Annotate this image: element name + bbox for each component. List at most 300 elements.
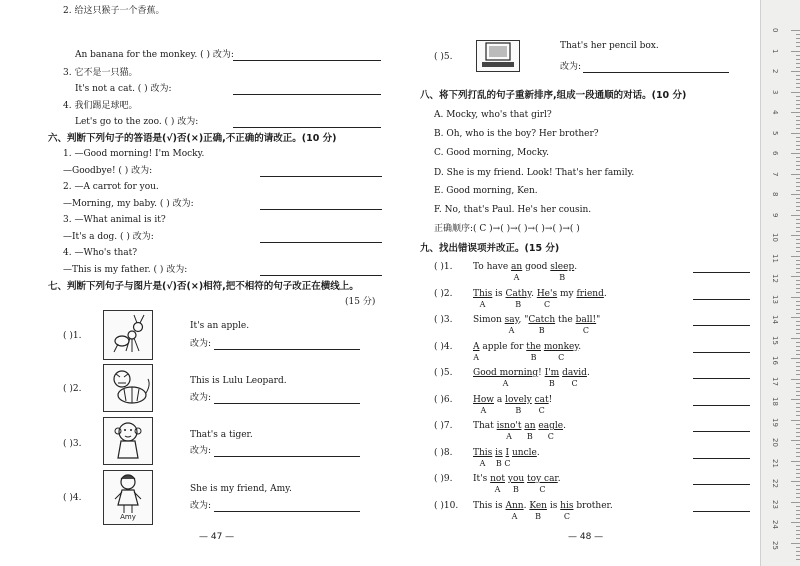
ruler-tick (796, 100, 800, 101)
s9-letter-label: A (473, 352, 480, 362)
ruler-tick (796, 497, 800, 498)
s9-sentence (473, 368, 590, 379)
s7-sentence: It's an apple. (190, 321, 250, 331)
s6-line: —Goodbye! ( ) 改为: (63, 166, 153, 176)
s9-option-A[interactable]: an (511, 262, 523, 272)
ruler-tick (796, 198, 800, 199)
ruler-tick (791, 297, 800, 298)
s9-text: " (596, 315, 601, 325)
s9-option-B[interactable]: you (507, 474, 525, 484)
ruler-tick (791, 399, 800, 400)
answer-line[interactable] (214, 511, 360, 512)
s9-text: That (473, 421, 497, 431)
s9-option-A[interactable]: not (490, 474, 505, 484)
ruler-tick (791, 174, 800, 175)
ruler-tick (796, 206, 800, 207)
s9-letter-label: A (511, 511, 518, 521)
answer-line[interactable] (260, 176, 382, 177)
s9-letter-label: C (543, 299, 551, 309)
ruler-tick (796, 469, 800, 470)
s9-text: . (536, 447, 540, 458)
ruler-tick (796, 182, 800, 183)
ruler-tick (796, 67, 800, 68)
ruler-tick (796, 362, 800, 363)
s9-option-C[interactable]: He's (536, 288, 558, 299)
s9-option-C[interactable]: his (560, 500, 574, 511)
s9-text: . (574, 262, 578, 272)
s9-text: is (546, 500, 561, 511)
ruler-tick (796, 157, 800, 158)
ruler-tick (796, 407, 800, 408)
ruler-tick (796, 547, 800, 548)
ruler-tick (796, 288, 800, 289)
q5-sentence: That's her pencil box. (560, 41, 659, 51)
s9-letter-label: C (547, 432, 554, 441)
s9-text: ! (548, 394, 553, 405)
ruler-tick (796, 485, 800, 486)
s9-letter-label: B (515, 299, 522, 309)
ruler-tick (791, 440, 800, 441)
s9-option-B[interactable]: I'm (544, 368, 560, 378)
ruler-tick (796, 321, 800, 322)
ruler-tick (796, 79, 800, 80)
ruler-number: 17 (771, 376, 779, 386)
q5-fix-label: 改为: (560, 62, 582, 72)
ruler-tick (796, 186, 800, 187)
ruler-tick (796, 96, 800, 97)
s9-number: ( )5. (434, 368, 453, 378)
ruler-tick (796, 489, 800, 490)
s7-fix-label: 改为: (190, 501, 212, 511)
ruler-tick (796, 247, 800, 248)
answer-line[interactable] (260, 209, 382, 210)
s9-number: ( )2. (434, 288, 453, 299)
s9-option-B[interactable]: is (495, 447, 503, 458)
ruler-tick (796, 239, 800, 240)
s9-letter-label: B (526, 432, 533, 441)
s9-letter-label: A (494, 485, 501, 494)
ruler-tick (796, 518, 800, 519)
s9-option-C[interactable]: monkey (543, 341, 579, 352)
s9-option-B[interactable]: the (526, 341, 541, 352)
ruler-tick (796, 268, 800, 269)
s9-letter-label: B (535, 511, 542, 521)
ruler-tick (796, 551, 800, 552)
ruler-number: 6 (771, 151, 779, 156)
ruler-tick (796, 124, 800, 125)
s9-answer-line[interactable] (693, 511, 750, 512)
s6-line: —This is my father. ( ) 改为: (63, 265, 188, 275)
order-answer-line[interactable]: 正确顺序:( C )→( )→( )→( )→( )→( ) (434, 224, 580, 234)
ruler-tick (796, 395, 800, 396)
ruler-tick (796, 452, 800, 453)
ruler-tick (796, 169, 800, 170)
s9-option-undefined[interactable]: uncle (511, 447, 537, 458)
s9-text: is (492, 288, 506, 299)
ruler-tick (796, 104, 800, 105)
ruler-tick (796, 38, 800, 39)
s9-sentence (473, 395, 552, 406)
amy-picture (103, 470, 153, 525)
answer-line[interactable] (233, 127, 381, 128)
s6-line: —Morning, my baby. ( ) 改为: (63, 199, 194, 209)
ruler-tick (791, 358, 800, 359)
s9-option-C[interactable]: toy car (527, 474, 558, 484)
s9-letter-label: B (495, 458, 502, 468)
s7-fix-label: 改为: (190, 393, 212, 403)
ruler-tick (796, 313, 800, 314)
s9-sentence (473, 315, 600, 326)
ruler-tick (791, 51, 800, 52)
s9-letter-label: B (559, 273, 566, 282)
s9-sentence (473, 448, 540, 459)
answer-line[interactable] (233, 60, 381, 61)
ruler-tick (796, 34, 800, 35)
s9-option-C[interactable]: I (505, 447, 510, 458)
s9-option-C[interactable]: eagle (538, 421, 564, 431)
s7-fix-label: 改为: (190, 446, 212, 456)
s9-text: . (531, 288, 537, 299)
ruler-tick (796, 526, 800, 527)
ruler-tick (791, 522, 800, 523)
ruler-tick (796, 559, 800, 560)
s9-letter-label: C (571, 379, 578, 388)
section8-title: 八、将下列打乱的句子重新排序,组成一段通顺的对话。(10 分) (420, 90, 687, 101)
s9-text: my (557, 288, 577, 299)
s9-option-A[interactable]: This (473, 447, 493, 458)
ruler-number: 2 (771, 69, 779, 74)
ruler-tick (796, 165, 800, 166)
ruler-tick (796, 231, 800, 232)
ruler-tick (796, 227, 800, 228)
ruler-tick (791, 543, 800, 544)
ruler-tick (796, 120, 800, 121)
ruler-tick (791, 235, 800, 236)
ruler-number: 23 (771, 499, 779, 509)
s7-number: ( )2. (63, 384, 82, 394)
s9-text: . (523, 500, 530, 511)
left-line: It's not a cat. ( ) 改为: (75, 84, 172, 94)
s9-text: . (578, 341, 582, 352)
s9-option-B[interactable]: an (524, 421, 536, 431)
ruler-tick (791, 338, 800, 339)
s9-option-A[interactable]: How (473, 394, 494, 405)
s9-option-A[interactable]: This (473, 288, 493, 299)
s9-text: It's (473, 474, 491, 484)
s9-text: . (603, 288, 607, 299)
ruler-tick (796, 137, 800, 138)
ruler-tick (791, 502, 800, 503)
s9-letter-label: A (513, 273, 520, 282)
ruler-tick (796, 280, 800, 281)
ruler-number: 18 (771, 397, 779, 406)
s9-option-C[interactable]: david (562, 368, 587, 378)
ruler-tick (796, 510, 800, 511)
s9-option-undefined[interactable]: friend (576, 288, 604, 299)
ruler-tick (796, 190, 800, 191)
s9-answer-line[interactable] (693, 352, 750, 353)
ruler-tick (796, 305, 800, 306)
ruler-number: 14 (771, 315, 779, 324)
s9-text: good (522, 262, 551, 272)
ruler-tick (791, 133, 800, 134)
answer-line[interactable] (260, 242, 382, 243)
s9-sentence (473, 474, 561, 485)
ruler-tick (791, 317, 800, 318)
ruler-number: 5 (771, 130, 779, 135)
s9-letter-label: B (530, 352, 537, 362)
s9-sentence (473, 342, 581, 353)
ruler-tick (796, 178, 800, 179)
s9-text: apple for (479, 341, 527, 352)
ruler-tick (796, 251, 800, 252)
ruler-tick (796, 59, 800, 60)
answer-line[interactable] (260, 275, 382, 276)
ruler-tick (796, 223, 800, 224)
ruler-tick (791, 71, 800, 72)
ruler-tick (796, 424, 800, 425)
s9-option-A[interactable]: isno't (496, 421, 522, 431)
s6-line: 4. —Who's that? (63, 248, 138, 258)
ruler-tick (796, 448, 800, 449)
s9-text: a (493, 394, 506, 405)
s7-sentence: That's a tiger. (190, 430, 253, 440)
answer-line[interactable] (214, 403, 360, 404)
ruler-number: 16 (771, 356, 779, 365)
ruler-number: 22 (771, 479, 779, 488)
ruler-tick (796, 149, 800, 150)
s9-number: ( )4. (434, 341, 453, 352)
s9-letter-label: A (508, 326, 515, 335)
ruler-tick (796, 411, 800, 412)
ruler-tick (796, 350, 800, 351)
s9-answer-line[interactable] (693, 484, 750, 485)
ruler-number: 10 (771, 233, 779, 242)
ruler-tick (796, 456, 800, 457)
answer-line[interactable] (214, 456, 360, 457)
s9-letter-label: B (513, 485, 519, 494)
s9-option-C[interactable]: cat (534, 394, 549, 405)
s9-text: . (563, 421, 566, 431)
section7-score: (15 分) (345, 297, 376, 307)
ruler-number: 8 (771, 192, 779, 197)
ruler-tick (796, 428, 800, 429)
ruler-tick (796, 477, 800, 478)
ruler-tick (796, 534, 800, 535)
ruler-tick (796, 444, 800, 445)
ruler-tick (791, 256, 800, 257)
s9-sentence (473, 421, 566, 432)
ruler-tick (791, 379, 800, 380)
answer-line[interactable] (233, 94, 381, 95)
ruler-tick (796, 333, 800, 334)
s9-answer-line[interactable] (693, 325, 750, 326)
s9-option-A[interactable]: Good morning (473, 368, 539, 378)
s9-letter-label: A (502, 379, 509, 388)
s9-text: , " (518, 315, 529, 325)
s9-option-C[interactable]: ball! (575, 315, 597, 325)
ruler-number: 4 (771, 110, 779, 115)
ruler-tick (796, 403, 800, 404)
ruler-number: 0 (771, 28, 779, 33)
ruler-tick (796, 202, 800, 203)
ruler-tick (796, 83, 800, 84)
ruler-number: 9 (771, 212, 779, 217)
s9-answer-line[interactable] (693, 431, 750, 432)
left-line: Let's go to the zoo. ( ) 改为: (75, 117, 199, 127)
s9-letter-label: C (539, 485, 546, 494)
s9-number: ( )1. (434, 262, 453, 272)
s7-fix-label: 改为: (190, 339, 212, 349)
s9-answer-line[interactable] (693, 299, 750, 300)
s9-text: brother. (573, 500, 613, 511)
ruler-tick (791, 92, 800, 93)
s9-letter-label: A (479, 299, 486, 309)
left-line: 2. 给这只猴子一个香蕉。 (63, 6, 165, 16)
s9-number: ( )8. (434, 447, 453, 458)
s8-sentence-d: D. She is my friend. Look! That's her family. (434, 168, 635, 178)
ruler-tick (796, 506, 800, 507)
s9-answer-line[interactable] (693, 272, 750, 273)
ruler (760, 0, 800, 566)
s9-answer-line[interactable] (693, 378, 750, 379)
s9-text: Simon (473, 315, 505, 325)
ruler-number: 15 (771, 335, 779, 345)
s9-number: ( )3. (434, 315, 453, 325)
ruler-tick (791, 30, 800, 31)
ruler-tick (796, 354, 800, 355)
s7-number: ( )4. (63, 493, 82, 503)
ruler-number: 3 (771, 89, 779, 94)
ruler-tick (796, 329, 800, 330)
ruler-tick (796, 46, 800, 47)
answer-line[interactable] (583, 72, 729, 73)
ruler-tick (796, 272, 800, 273)
s9-option-B[interactable]: Cathy (505, 288, 532, 299)
s9-option-B[interactable]: lovely (505, 394, 532, 405)
ruler-tick (796, 161, 800, 162)
s9-answer-line[interactable] (693, 405, 750, 406)
s8-sentence-a: A. Mocky, who's that girl? (434, 110, 552, 120)
ruler-tick (796, 309, 800, 310)
ruler-tick (796, 63, 800, 64)
ruler-tick (791, 215, 800, 216)
s7-sentence: She is my friend, Amy. (190, 484, 292, 494)
q5-number: ( )5. (434, 52, 453, 62)
ruler-tick (796, 538, 800, 539)
s9-option-A[interactable]: A (473, 341, 480, 352)
s9-text: To have (473, 262, 512, 272)
s9-option-B[interactable]: sleep (550, 262, 575, 272)
s8-sentence-c: C. Good morning, Mocky. (434, 148, 550, 158)
s9-option-B[interactable]: Catch (528, 315, 556, 325)
s8-sentence-f: F. No, that's Paul. He's her cousin. (434, 205, 592, 215)
computer-picture (476, 40, 520, 72)
ruler-tick (796, 141, 800, 142)
ant-picture (103, 310, 153, 360)
s8-sentence-e: E. Good morning, Ken. (434, 186, 538, 196)
ruler-tick (796, 387, 800, 388)
ruler-tick (791, 481, 800, 482)
ruler-tick (791, 194, 800, 195)
ruler-number: 7 (771, 171, 779, 176)
s9-text: . (586, 368, 590, 378)
left-line: An banana for the monkey. ( ) 改为: (75, 50, 234, 60)
s7-number: ( )3. (63, 439, 82, 449)
s9-option-B[interactable]: Ken (529, 500, 547, 511)
ruler-number: 12 (771, 274, 779, 283)
ruler-tick (796, 264, 800, 265)
s9-sentence (473, 262, 577, 273)
s9-letter-label: A (479, 458, 486, 468)
section9-title: 九、找出错误项并改正。(15 分) (420, 243, 560, 254)
ruler-number: 20 (771, 438, 779, 447)
ruler-tick (791, 153, 800, 154)
ruler-tick (796, 530, 800, 531)
ruler-tick (791, 420, 800, 421)
s9-letter-label: C (563, 511, 570, 521)
ruler-tick (796, 75, 800, 76)
s9-letter-label: B (538, 326, 545, 335)
s9-option-A[interactable]: say (504, 315, 519, 325)
ruler-number: 11 (771, 253, 779, 263)
ruler-tick (796, 432, 800, 433)
ruler-tick (796, 493, 800, 494)
ruler-tick (796, 87, 800, 88)
s7-sentence: This is Lulu Leopard. (190, 376, 287, 386)
ruler-tick (796, 366, 800, 367)
answer-line[interactable] (214, 349, 360, 350)
ruler-tick (796, 465, 800, 466)
ruler-tick (796, 128, 800, 129)
ruler-number: 13 (771, 294, 779, 304)
section6-title: 六、判断下列句子的答语是(√)否(×)正确,不正确的请改正。(10 分) (48, 133, 337, 144)
ruler-tick (796, 116, 800, 117)
tiger-picture (103, 364, 153, 412)
ruler-tick (796, 243, 800, 244)
ruler-tick (796, 436, 800, 437)
s9-sentence (473, 501, 613, 512)
s9-letter-label: A (506, 432, 512, 441)
s6-line: 1. —Good morning! I'm Mocky. (63, 149, 205, 159)
section7-title: 七、判断下列句子与图片是(√)否(×)相符,把不相符的句子改正在横线上。 (48, 281, 359, 292)
ruler-tick (796, 346, 800, 347)
ruler-tick (796, 374, 800, 375)
s9-text: This is (473, 500, 506, 511)
s7-number: ( )1. (63, 331, 82, 341)
s9-option-A[interactable]: Ann (505, 500, 524, 511)
s8-sentence-b: B. Oh, who is the boy? Her brother? (434, 129, 599, 139)
s6-line: —It's a dog. ( ) 改为: (63, 232, 154, 242)
s9-letter-label: C (504, 458, 511, 468)
s9-sentence (473, 289, 607, 300)
ruler-tick (796, 292, 800, 293)
s9-text: the (555, 315, 576, 325)
ruler-tick (796, 219, 800, 220)
ruler-tick (791, 461, 800, 462)
s6-line: 2. —A carrot for you. (63, 182, 159, 192)
s9-letter-label: C (582, 326, 589, 335)
ruler-tick (791, 276, 800, 277)
s9-letter-label: C (538, 405, 545, 415)
ruler-tick (796, 284, 800, 285)
s9-answer-line[interactable] (693, 458, 750, 459)
ruler-tick (796, 391, 800, 392)
ruler-tick (796, 108, 800, 109)
s9-number: ( )10. (434, 500, 459, 511)
s9-letter-label: C (558, 352, 565, 362)
ruler-tick (796, 415, 800, 416)
